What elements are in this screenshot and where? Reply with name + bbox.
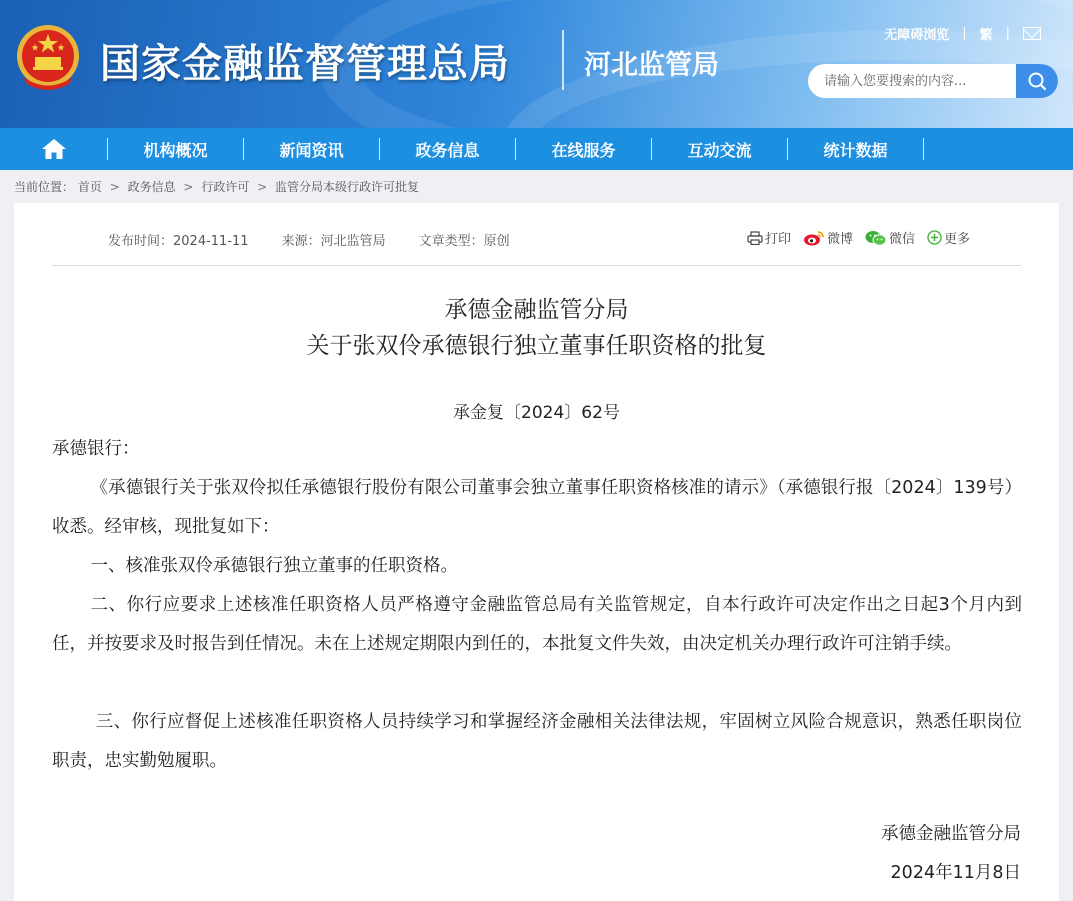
search-box [808,64,1058,98]
wechat-label: 微信 [889,232,916,247]
weibo-share-button[interactable] [803,228,853,247]
article-type: 文章类型：原创 [418,234,510,249]
breadcrumb-separator: > [109,180,120,194]
breadcrumb-item-administrative-license[interactable]: 行政许可 [201,180,250,194]
article-card [14,203,1059,901]
breadcrumb-item-government-info[interactable]: 政务信息 [127,180,176,194]
breadcrumb-separator: > [183,180,194,194]
nav-item-statistics[interactable]: 统计数据 [823,140,888,160]
more-label: 更多 [944,232,971,247]
signature: 承德金融监管分局 [881,824,1021,844]
breadcrumb [14,178,419,195]
print-button[interactable] [747,228,791,247]
nav-item-news[interactable]: 新闻资讯 [279,140,344,160]
bureau-title[interactable]: 河北监管局 [584,50,719,81]
paragraph-item-1: 一、核准张双伶承德银行独立董事的任职资格。 [90,556,458,576]
breadcrumb-item-home[interactable]: 首页 [77,180,102,194]
search-button[interactable] [1016,64,1058,98]
site-header [0,0,1073,128]
nav-item-overview[interactable]: 机构概况 [143,140,208,160]
recipient: 承德银行： [52,439,140,459]
top-links [884,24,1041,43]
wechat-icon [865,230,887,246]
nav-item-interaction[interactable]: 互动交流 [687,140,752,160]
wechat-share-button[interactable] [865,228,915,247]
weibo-label: 微博 [827,232,854,247]
meta-divider [52,265,1021,266]
more-share-button[interactable] [927,228,970,247]
breadcrumb-prefix: 当前位置： [14,180,75,194]
paragraph-intro: 《承德银行关于张双伶拟任承德银行股份有限公司董事会独立董事任职资格核准的请示》（承德银行报〔2024〕139号）收悉。经审核，现批复如下： [52,478,1022,537]
main-nav [0,128,1073,170]
document-number: 承金复〔2024〕62号 [453,403,620,423]
nav-item-online-services[interactable]: 在线服务 [551,140,616,160]
printer-icon [747,231,763,245]
signature-date: 2024年11月8日 [890,863,1021,883]
article-meta [108,230,510,249]
weibo-icon [803,230,825,246]
search-icon [1016,64,1058,98]
search-input[interactable] [808,64,1016,98]
site-title[interactable]: 国家金融监督管理总局 [100,40,510,87]
accessible-browsing-link[interactable]: 无障碍浏览 [884,28,950,43]
link-separator: | [962,26,967,41]
print-label: 打印 [765,232,792,247]
article-source: 来源：河北监管局 [281,234,386,249]
national-emblem-icon [13,22,83,94]
article-title-line1: 承德金融监管分局 [444,297,629,323]
traditional-chinese-link[interactable]: 繁 [979,28,993,43]
title-divider [562,30,564,90]
plus-circle-icon [927,230,942,245]
breadcrumb-separator: > [257,180,268,194]
share-bar [747,228,982,247]
publish-time: 发布时间：2024-11-11 [108,234,249,249]
home-icon [41,138,67,160]
article-title-line2: 关于张双伶承德银行独立董事任职资格的批复 [306,333,767,359]
paragraph-item-3: 三、你行应督促上述核准任职资格人员持续学习和掌握经济金融相关法律法规，牢固树立风险合规意识，熟悉任职岗位职责，忠实勤勉履职。 [52,712,1022,771]
nav-item-government-info[interactable]: 政务信息 [415,140,480,160]
mail-icon[interactable] [1023,27,1041,40]
paragraph-item-2: 二、你行应要求上述核准任职资格人员严格遵守金融监管总局有关监管规定，自本行政许可决定作出之日起3个月内到任，并按要求及时报告到任情况。未在上述规定期限内到任的，本批复文件失效，由决定机关办理行政许可注销手续。 [52,595,1022,654]
breadcrumb-item-current[interactable]: 监管分局本级行政许可批复 [275,180,420,194]
link-separator: | [1005,26,1010,41]
nav-separator [923,138,924,160]
nav-home[interactable] [0,128,107,170]
